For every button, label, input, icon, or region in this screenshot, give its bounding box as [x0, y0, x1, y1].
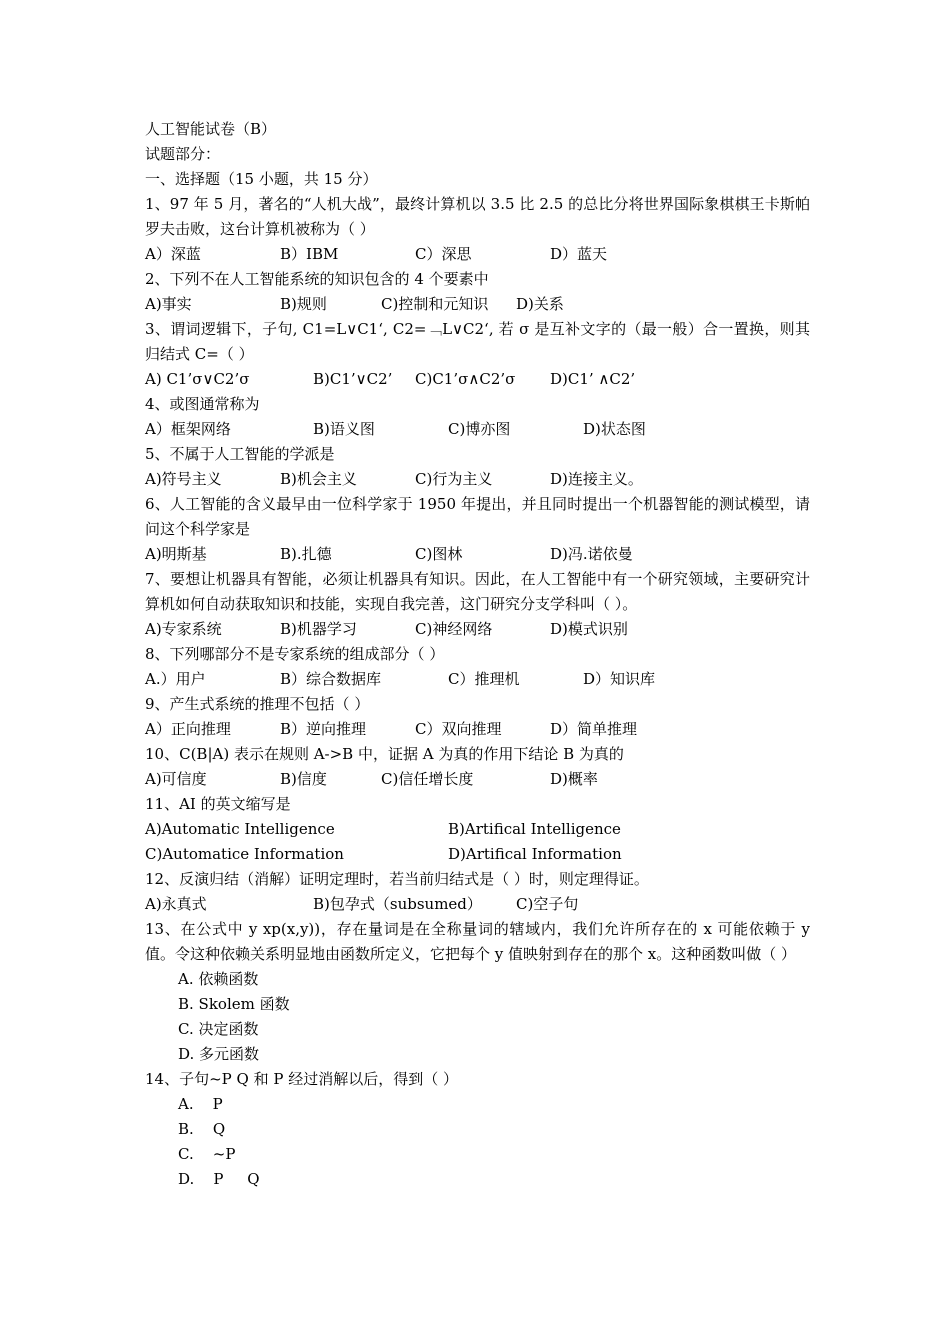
question-stem: 13、在公式中 y xp(x,y))，存在量词是在全称量词的辖域内，我们允许所存在的 x 可能依赖于 y 值。令这种依赖关系明显地由函数所定义，它把每个 y 值映射到存在的那个 x。这种函数叫做（ ） [145, 920, 810, 963]
option: D)关系 [516, 295, 564, 313]
option: D)Artifical Information [448, 845, 622, 863]
question-options [145, 367, 810, 392]
option: B）逆向推理 [280, 720, 367, 738]
option: D)状态图 [583, 420, 646, 438]
question-options [145, 892, 810, 917]
option: C）双向推理 [415, 720, 502, 738]
option: D）知识库 [583, 670, 656, 688]
question-stem: 4、或图通常称为 [145, 395, 260, 413]
option: A)明斯基 [145, 545, 207, 563]
question-stem: 11、AI 的英文缩写是 [145, 795, 291, 813]
question-stem: 12、反演归结（消解）证明定理时，若当前归结式是（ ）时，则定理得证。 [145, 870, 649, 888]
question-options [145, 292, 810, 317]
option: C)博亦图 [448, 420, 511, 438]
section-label: 试题部分： [145, 145, 221, 163]
question-stem: 14、子句~P Q 和 P 经过消解以后，得到（ ） [145, 1070, 458, 1088]
question-options [145, 717, 810, 742]
option: A)可信度 [145, 770, 207, 788]
option: B)Artifical Intelligence [448, 820, 621, 838]
option: B）综合数据库 [280, 670, 382, 688]
option: C)神经网络 [415, 620, 493, 638]
option: A.）用户 [145, 670, 206, 688]
option: D)冯.诺依曼 [550, 545, 633, 563]
part-heading: 一、选择题（15 小题，共 15 分） [145, 170, 378, 188]
option: D. 多元函数 [178, 1045, 260, 1063]
option: B)C1’∨C2’ [313, 370, 393, 388]
option: B)机器学习 [280, 620, 357, 638]
option: A)符号主义 [145, 470, 222, 488]
option: D)概率 [550, 770, 598, 788]
option: B)信度 [280, 770, 327, 788]
question-stem: 5、不属于人工智能的学派是 [145, 445, 335, 463]
question-options [145, 817, 810, 842]
question-options [145, 242, 810, 267]
option: C）深思 [415, 245, 472, 263]
question-stem: 6、人工智能的含义最早由一位科学家于 1950 年提出，并且同时提出一个机器智能的测试模型，请问这个科学家是 [145, 495, 810, 538]
exam-page [145, 117, 810, 1192]
question-stem: 2、下列不在人工智能系统的知识包含的 4 个要素中 [145, 270, 489, 288]
option: A)事实 [145, 295, 192, 313]
option: D）蓝天 [550, 245, 608, 263]
option: C)行为主义 [415, 470, 493, 488]
option: D. P Q [178, 1170, 260, 1188]
option: C. 决定函数 [178, 1020, 259, 1038]
option: A)专家系统 [145, 620, 222, 638]
question-stem: 3、谓词逻辑下，子句, C1=L∨C1‘, C2=﹁L∨C2‘, 若 σ 是互补文字的（最一般）合一置换，则其归结式 C=（ ） [145, 320, 810, 363]
option: D)连接主义。 [550, 470, 643, 488]
option: C)C1’σ∧C2’σ [415, 370, 516, 388]
option: A. 依赖函数 [178, 970, 259, 988]
option: D）简单推理 [550, 720, 638, 738]
question-stem: 10、C(B|A) 表示在规则 A->B 中，证据 A 为真的作用下结论 B 为真的 [145, 745, 624, 763]
option: C)图林 [415, 545, 463, 563]
option: B)包孕式（subsumed） [313, 895, 482, 913]
question-stem: 7、要想让机器具有智能，必须让机器具有知识。因此，在人工智能中有一个研究领域，主要研究计算机如何自动获取知识和技能，实现自我完善，这门研究分支学科叫（ ）。 [145, 570, 810, 613]
option: B)机会主义 [280, 470, 357, 488]
option: C)Automatice Information [145, 845, 344, 863]
option: A)Automatic Intelligence [145, 820, 335, 838]
option: C)空子句 [516, 895, 579, 913]
question-options [145, 417, 810, 442]
option: A) C1’σ∨C2’σ [145, 370, 250, 388]
option: C)控制和元知识 [381, 295, 489, 313]
option: A）深蓝 [145, 245, 201, 263]
question-stem: 9、产生式系统的推理不包括（ ） [145, 695, 370, 713]
option: B)规则 [280, 295, 327, 313]
question-options [145, 542, 810, 567]
option: A）框架网络 [145, 420, 231, 438]
question-stem: 8、下列哪部分不是专家系统的组成部分（ ） [145, 645, 445, 663]
option: A）正向推理 [145, 720, 231, 738]
question-options [145, 842, 810, 867]
option: A. P [178, 1095, 223, 1113]
option: A)永真式 [145, 895, 207, 913]
option: B. Q [178, 1120, 226, 1138]
question-options [145, 467, 810, 492]
question-options [145, 767, 810, 792]
option: B)语义图 [313, 420, 375, 438]
option: D)C1’ ∧C2’ [550, 370, 636, 388]
option: B）IBM [280, 245, 339, 263]
question-options [145, 617, 810, 642]
option: C. ~P [178, 1145, 236, 1163]
exam-title: 人工智能试卷（B） [145, 120, 277, 138]
option: B).扎德 [280, 545, 332, 563]
option: C）推理机 [448, 670, 520, 688]
option: D)模式识别 [550, 620, 628, 638]
question-options [145, 667, 810, 692]
option: C)信任增长度 [381, 770, 474, 788]
question-stem: 1、97 年 5 月，著名的“人机大战”，最终计算机以 3.5 比 2.5 的总比分将世界国际象棋棋王卡斯帕罗夫击败，这台计算机被称为（ ） [145, 195, 810, 238]
option: B. Skolem 函数 [178, 995, 290, 1013]
